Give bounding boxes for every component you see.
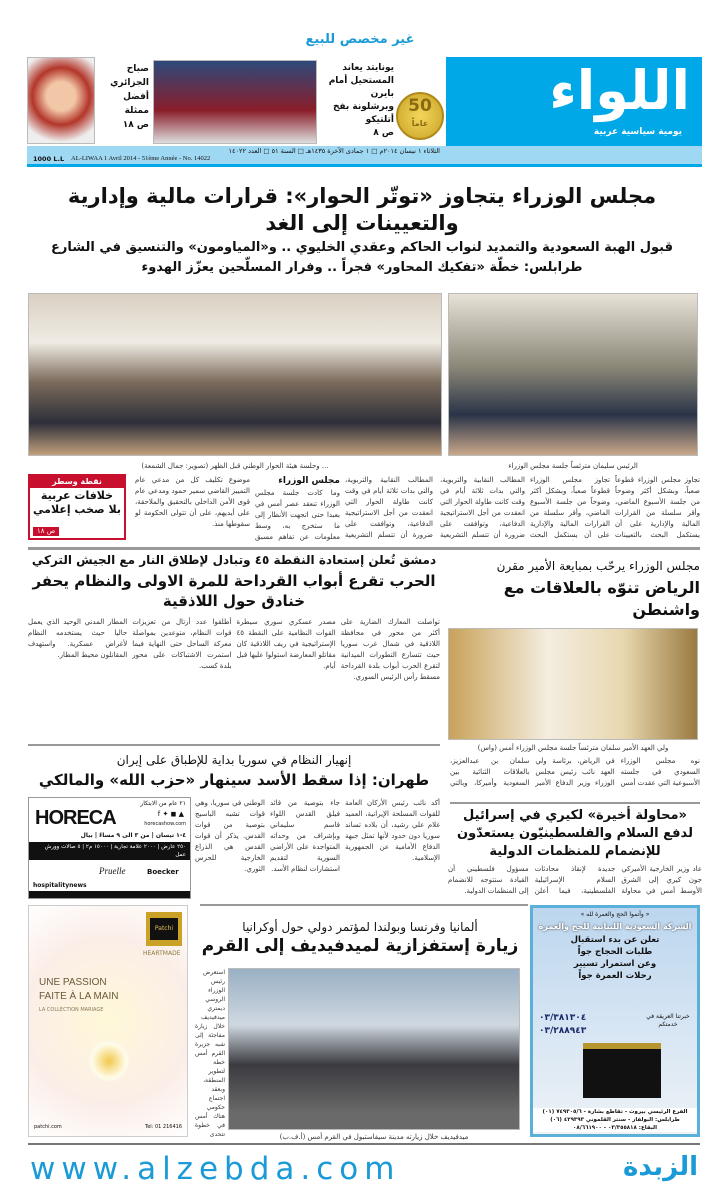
ukraine-kicker: ألمانيا وفرنسا وبولندا لمؤتمر دولي حول أوكرانيا [242, 919, 478, 934]
ukraine-headline[interactable]: زيارة إستفزازية لميدفيديف إلى القرم [201, 935, 519, 956]
teaser-line: صباح [126, 64, 149, 74]
ad-lines [533, 934, 697, 982]
teaser-line: أفضل [123, 92, 149, 102]
teaser-line: وبرشلونة بفخ [332, 102, 394, 112]
lead-subheadline-2: طرابلس: خطّة «تفكيك المحاور» فجراً .. وفرار المسلّحين يعزّز الهدوء [141, 260, 583, 275]
teaser-line: الجزائري [110, 78, 149, 88]
column-box[interactable] [28, 474, 126, 540]
ad-title: FAITE À LA MAIN [39, 991, 119, 1002]
sponsor: Boecker [147, 868, 179, 876]
logo: اللواء [549, 59, 690, 122]
sport-teaser[interactable] [322, 62, 394, 140]
palestine-body: عاد وزير الخارجية الأميركي جون كيري إلى الشرق الأوسط أمس في محاولة جديدة لإنقاذ محادثات السلام الإسرائيلية الفلسطينية، فيما أعلن مسؤول فلسطيني أن القيادة ستتوجه للانضمام إلى المنظمات الدولية. [448, 865, 702, 895]
price: 1000 L.L [33, 155, 65, 163]
ukraine-heading-block [195, 908, 525, 966]
lead-body-col: المطالب النقابية والتربوية، والتي بدات ثلاثة أيام في وقت كانت طاولة الحوار التي انعقدت من أجل الاستراتيجية الدفاعية، وتوافقت على ضرورة أن تتسلم التشريعية [345, 476, 433, 539]
anniversary-number: 50 [408, 96, 432, 116]
horeca-logo: HORECA [35, 807, 116, 829]
iran-body-col: جاء بتوصية من قائد فيلق القدس اللواء قاسم سليماني وبإشراف من وحداته المتواجدة على الأراضي السورية لتقديم استشارات لنظام الأسد. [270, 799, 340, 873]
riyadh-headline[interactable]: الرياض تنوّه بالعلاقات مع واشنطن [503, 577, 700, 619]
rose-image [89, 1041, 129, 1081]
medvedev-photo [228, 968, 520, 1130]
lead-body-col: وما كادت جلسة مجلس الوزراء تنعقد عصر أمس في بعبدا حتى اتجهت الأنظار إلى ما ستخرج به، وسط معلومات عن تفاهم مسبق [255, 489, 340, 541]
iran-headline[interactable]: طهران: إذا سقط الأسد سينهار «حزب الله» والمالكي [38, 770, 430, 789]
palestine-block [448, 807, 702, 900]
footer-url[interactable]: www.alzebda.com [30, 1151, 401, 1187]
lead-headline[interactable]: مجلس الوزراء يتجاوز «توتّر الحوار»: قرارات مالية وإدارية والتعيينات إلى الغد [67, 184, 657, 235]
photo-caption: الرئيس سليمان مترئساً جلسة مجلس الوزراء [508, 462, 638, 470]
ad-collection: LA COLLECTION MARIAGE [39, 1007, 104, 1013]
patchi-brand: Patchi [150, 918, 178, 940]
lead-body-col: المطالب النقابية والتربوية، والتي بدات ثلاثة أيام في وقت كانت طاولة الحوار التي انعقدت من أجل الاستراتيجية الدفاعية، وتوافقت على ضرورة أن تتسلم التشريعية [440, 476, 525, 539]
syria-body-columns [28, 617, 440, 740]
photo-caption: ميدفيديف خلال زيارته مدينة سيفاستبول في القرم أمس (أ.ف.ب) [279, 1133, 469, 1141]
section-label: مجلس الوزراء [278, 476, 340, 486]
teaser-line: المستحيل أمام بايرن [328, 76, 394, 99]
column-label: نقطة وسطر [30, 476, 124, 488]
ad-slogan: خبرتنا العريقة في خدمتكم [646, 1013, 690, 1028]
ad-company: الشركة السعودية اللبنانية للحج والعمرة [538, 922, 692, 931]
anniversary-badge [396, 92, 444, 140]
football-players-photo [153, 60, 317, 144]
prince-salman-photo [448, 628, 698, 740]
syria-body-col: تواصلت المعارك الضارية على أكثر من محور في محافظة اللاذقية في شمال غرب سوريا حيث تتسارع التطورات الميدانية لتقرع الحرب أبواب بلدة القرداحة مسقط رأس الرئيس السوري. [340, 618, 440, 681]
teaser-page: ص ١٨ [122, 120, 149, 130]
ad-branch: طرابلس: البولفار - سنتر القلموني ٤٢٩٣٩٣ (٠٦) [550, 1117, 680, 1123]
syria-block [28, 552, 440, 740]
ad-line: طلبات الحجاج جواً [577, 947, 653, 957]
footer-logo: الزبدة [623, 1152, 698, 1182]
ad-branch: البقاع: ٠٣/٣٥٥٨١٨ - ٠٨/٦٦١٩٠٠ [573, 1125, 657, 1131]
column-title: خلافات عربية بلا صخب إعلامي [33, 489, 121, 516]
ad-line: رحلات العمرة جواً [578, 971, 652, 981]
section-divider [28, 744, 440, 746]
lead-body-col: تجاوز مجلس الوزراء قطوعاً صعباً، وبشكل أكثر وضوحاً من جلسة الأسبوع الماضي، وأقر سلسلة من القرارات المالية والإدارية على أن يستكمل البحث [530, 476, 610, 539]
latin-date: AL-LIWAA 1 Avril 2014 - 51ème Année - No. 14022 [71, 155, 211, 162]
teaser-line: ممثلة [124, 106, 149, 116]
masthead-logo-block [446, 57, 702, 146]
iran-body-col: الوطني في سوريا، وهي قوات تشبه الباسيج بتوصية من قوات القدس. يذكر أن قوات القدس هي الذراع الخارجية للحرس الثوري. [195, 799, 265, 873]
lead-subheadline-1: قبول الهبة السعودية والتمديد لنواب الحاكم وعقدي الخليوي .. و«المياومون» والتنسيق في الشارع [51, 240, 673, 255]
iran-heading-block [28, 748, 440, 794]
ad-tag: ٢١ عام من الابتكار [140, 800, 186, 807]
ad-branch: الفرع الرئيسي بيروت - تقاطع بشارة - ٧٤٩٣٠٥/٦ (٠١) [542, 1109, 688, 1115]
patchi-slogan: HEARTMADE [143, 950, 181, 957]
syria-body-col: المطار المدني الوحيد الذي يعمل حاليا حيث يستخدمه النظام لأغراض عسكرية. واستهدف المقاتلون محيط المطار. [28, 618, 128, 659]
star-teaser[interactable] [97, 62, 149, 132]
ad-dates: ٤-١ نيسان | من ٣ الى ٩ مساءً | بيال [80, 832, 186, 839]
sponsor: Pruelle [99, 866, 126, 876]
syria-body-col: مصدر عسكري سوري سيطرة القوات النظامية على النقطة ٤٥ الإستراتيجية في ريف اللاذقية كان مقاتلو المعارضة استولوا عليها قبل أيام. [236, 618, 336, 670]
ad-phone: ٠٣/٣٨١٣٠٤ [539, 1013, 587, 1023]
lead-body-col: موضوع تكليف كل من مدعي عام التمييز القاضي سمير حمود ومدعي عام قوى الأمن الداخلي بالتحقيق والملاحقة، على أيديهم، على أن تتولى الحكومة لو سقوطها منذ. [135, 476, 250, 528]
teaser-line: أتلتيكو [365, 115, 394, 125]
ad-verse: « وأتموا الحج والعمرة لله » [580, 911, 650, 918]
riyadh-kicker: مجلس الوزراء يرحّب بمبايعة الأمير مقرن [496, 558, 700, 573]
iran-kicker: إنهيار النظام في سوريا بداية للإطباق على إيران [116, 752, 352, 767]
ad-line: وعن استمرار تسيير [573, 959, 657, 969]
ad-footer-bar [29, 891, 190, 898]
horeca-ad[interactable] [28, 797, 191, 899]
masthead-rule [27, 164, 702, 167]
ukraine-body: استعرض رئيس الوزراء الروسي ديمتري ميدفيديف خلال زيارة مفاجئة إلى شبه جزيرة القرم أمس خطة لتطوير المنطقة، وبعقد اجتماع حكومي هناك أمس في خطوة تتحدى [195, 969, 225, 1138]
section-divider [28, 547, 700, 550]
tagline: يومية سياسية عربية [593, 127, 682, 137]
photo-caption: ولي العهد الأمير سلمان مترئساً جلسة مجلس الوزراء أمس (واس) [477, 744, 669, 752]
cabinet-session-photo [448, 293, 698, 456]
palestine-headline[interactable]: «محاولة أخيرة» لكيري في إسرائيل لدفع السلام والفلسطينيّون يستعدّون للإنضمام للمنظمات الدولية [457, 808, 693, 859]
ad-line: تعلن عن بدء استقبال [570, 935, 660, 945]
syria-body-col: أطلقوا عدد أرتال من تعزيزات قوات النظام، متوعدين بمواصلة معركة الساحل حتى النهاية فيما استمرت الاشتباكات على محور بلدة كسب. [132, 618, 232, 670]
not-for-sale-label: غير مخصص للبيع [305, 32, 415, 47]
riyadh-body: نوه مجلس الوزراء السعودي في جلسته الأسبوعية التي عقدت أمس في الرياض، برئاسة ولي العهد نائب رئيس مجلس الوزراء وزير الدفاع الأمير سلمان بن عبدالعزيز، بالعلاقات الثنائية بين السعودية وأميركا، وبالتي [450, 757, 700, 787]
patchi-logo [146, 912, 182, 946]
ad-stats: ٢٥٠ عارض | ٢٠٠٠ علامة تجارية | ١٥٠٠٠ م٢ | ٥ صالات وورش عمل [29, 842, 190, 860]
section-divider [450, 802, 700, 804]
riyadh-heading-block [448, 553, 700, 625]
sponsor: hospitalitynews [33, 882, 87, 889]
lead-heading-block [24, 170, 700, 290]
arabic-date: الثلاثاء ١ نيسان ٢٠١٤م □ ١ جمادى الآخرة ١٤٣٥هـ □ السنة ٥١ □ العدد ١٤٠٢٢ [228, 147, 440, 155]
hajj-ad[interactable] [530, 905, 700, 1137]
teaser-line: يونايتد يعاند [342, 63, 394, 73]
photo-caption: ... وجلسة هيئة الحوار الوطني قبل الظهر (تصوير: جمال الشمعة) [141, 462, 329, 470]
ad-site: horecashow.com [144, 821, 186, 827]
lead-body-col: تجاوز مجلس الوزراء قطوعاً صعباً، وبشكل أكثر وضوحاً من جلسة الأسبوع الماضي، وأقر سلسلة من القرارات المالية والإدارية على أن يستكمل البحث بالتعيينات [615, 476, 700, 539]
teaser-page: ص ٨ [373, 128, 394, 138]
syria-headline[interactable]: الحرب تقرع أبواب القرداحة للمرة الاولى والنظام يحفر خنادق حول اللاذقية [32, 572, 436, 610]
section-divider [200, 904, 528, 906]
anniversary-label: عاماً [411, 119, 429, 128]
ad-tel: Tel: 01 216416 [145, 1124, 182, 1130]
syria-kicker: دمشق تُعلن إستعادة النقطة ٤٥ وتبادل لإطلاق النار مع الجيش التركي [31, 553, 437, 567]
date-bar [27, 146, 702, 164]
social-icons: f ✦ ◼ ▲ [157, 810, 184, 818]
patchi-ad[interactable] [28, 905, 188, 1137]
ad-title: UNE PASSION [39, 977, 107, 988]
dialogue-session-photo [28, 293, 442, 456]
actress-photo [27, 57, 95, 144]
ad-site: patchi.com [34, 1124, 62, 1130]
footer-divider [28, 1143, 700, 1145]
ad-phone: ٠٣/٢٨٨٩٤٣ [539, 1026, 587, 1036]
kaaba-image [583, 1043, 661, 1098]
iran-body-col: أكد نائب رئيس الأركان العامة للقوات المسلحة الإيرانية، العميد غلام علي رشيد، أن بلاده تساند سوريا دون حدود لأنها تمثل جبهة الدفاع الأمامية عن الجمهورية الإسلامية. [345, 799, 440, 862]
column-page: ص ١٨ [33, 527, 59, 536]
